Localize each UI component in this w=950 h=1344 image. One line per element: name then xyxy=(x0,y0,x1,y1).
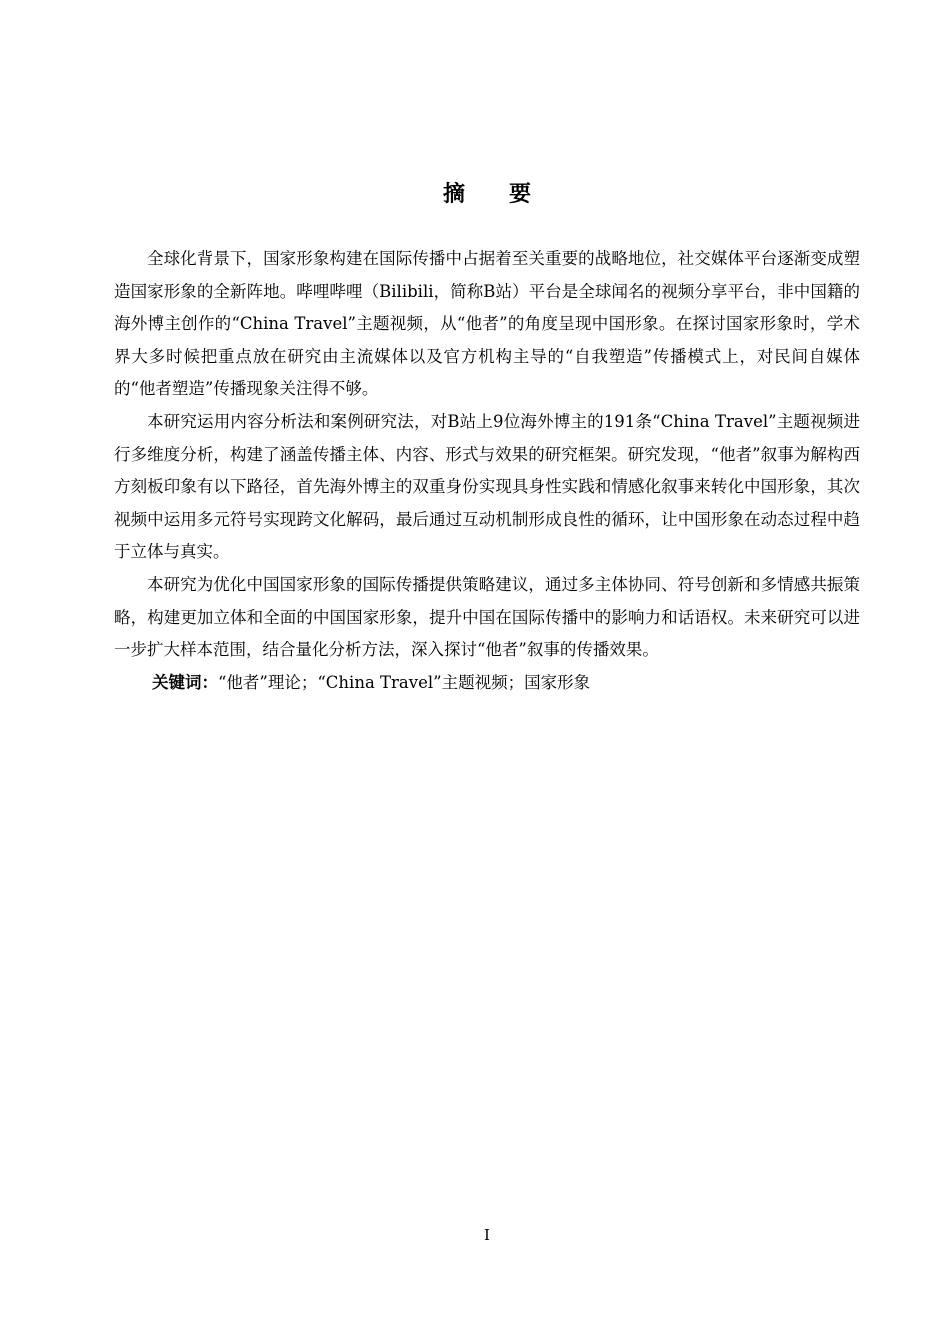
abstract-title-char-2: 要 xyxy=(509,182,532,207)
keywords-label: 关键词： xyxy=(152,672,218,692)
keywords-line xyxy=(114,667,860,700)
abstract-title-char-1: 摘 xyxy=(442,182,465,207)
page-number: I xyxy=(484,1226,490,1244)
abstract-body xyxy=(114,243,860,699)
abstract-paragraph-1: 全球化背景下，国家形象构建在国际传播中占据着至关重要的战略地位，社交媒体平台逐渐变成塑造国家形象的全新阵地。哔哩哔哩（Bilibili，简称B站）平台是全球闻名的视频分享平台，非中国籍的海外博主创作的“China Travel”主题视频，从“他者”的角度呈现中国形象。在探讨国家形象时，学术界大多时候把重点放在研究由主流媒体以及官方机构主导的“自我塑造”传播模式上，对民间自媒体的“他者塑造”传播现象关注得不够。 xyxy=(114,249,860,399)
abstract-paragraph-3: 本研究为优化中国国家形象的国际传播提供策略建议，通过多主体协同、符号创新和多情感共振策略，构建更加立体和全面的中国国家形象，提升中国在国际传播中的影响力和话语权。未来研究可以进一步扩大样本范围，结合量化分析方法，深入探讨“他者”叙事的传播效果。 xyxy=(114,574,860,660)
abstract-paragraph-2: 本研究运用内容分析法和案例研究法，对B站上9位海外博主的191条“China Travel”主题视频进行多维度分析，构建了涵盖传播主体、内容、形式与效果的研究框架。研究发现，“他者”叙事为解构西方刻板印象有以下路径，首先海外博主的双重身份实现具身性实践和情感化叙事来转化中国形象，其次视频中运用多元符号实现跨文化解码，最后通过互动机制形成良性的循环，让中国形象在动态过程中趋于立体与真实。 xyxy=(114,411,860,562)
abstract-title xyxy=(0,178,950,212)
keywords-text: “他者”理论；“China Travel”主题视频；国家形象 xyxy=(218,672,591,692)
